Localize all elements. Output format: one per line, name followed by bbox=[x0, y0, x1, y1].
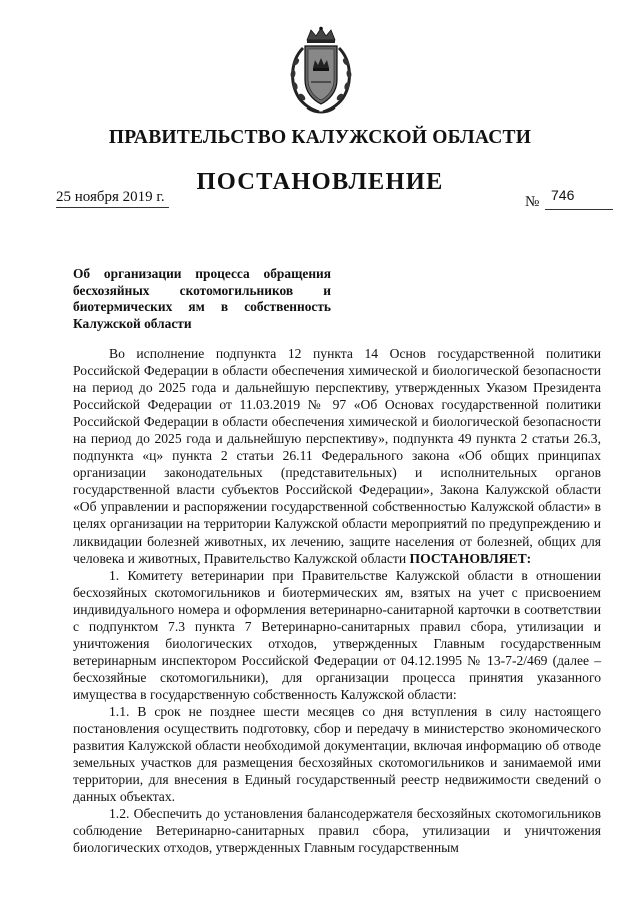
item-1-2-paragraph: 1.2. Обеспечить до установления балансодержателя бесхозяйных скотомогильников соблюдение Ветеринарно-санитарных правил сбора, утилизации и уничтожения биологических отходов, утвержденных Главным государственным bbox=[73, 806, 601, 856]
document-type-title: ПОСТАНОВЛЕНИЕ bbox=[196, 168, 444, 195]
number-label: № bbox=[525, 194, 540, 210]
preamble-paragraph bbox=[73, 345, 601, 567]
document-body bbox=[73, 345, 601, 856]
preamble-keyword: ПОСТАНОВЛЯЕТ: bbox=[409, 550, 532, 566]
document-subject: Об организации процесса обращения бесхозяйных скотомогильников и биотермических ям в собственность Калужской области bbox=[73, 266, 331, 331]
date-underline bbox=[56, 207, 169, 208]
item-1-paragraph: 1. Комитету ветеринарии при Правительстве Калужской области в отношении бесхозяйных скотомогильников и биотермических ям, взятых на учет с присвоением индивидуального номера и оформления ветеринарно-санитарной карточки в соответствии с подпунктом 7.3 пункта 7 Ветеринарно-санитарных правил сбора, утилизации и уничтожения биологических отходов, утвержденных Главным государственным ветеринарным инспектором Российской Федерации от 04.12.1995 № 13-7-2/469 (далее – бесхозяйные скотомогильники), для организации процесса принятия указанного имущества в государственную собственность Калужской области: bbox=[73, 567, 601, 702]
number-underline bbox=[545, 209, 613, 210]
organization-title: ПРАВИТЕЛЬСТВО КАЛУЖСКОЙ ОБЛАСТИ bbox=[108, 127, 532, 148]
document-date: 25 ноября 2019 г. bbox=[56, 189, 165, 205]
kaluga-coat-of-arms-icon bbox=[283, 26, 359, 116]
preamble-text: Во исполнение подпункта 12 пункта 14 Основ государственной политики Российской Федерации в области обеспечения химической и биологической безопасности на период до 2025 года и дальнейшую перспективу, утвержденных Указом Президента Российской Федерации от 11.03.2019 № 97 «Об Основах государственной политики Российской Федерации в области обеспечения химической и биологической безопасности на период до 2025 года и дальнейшую перспективу», подпункта 49 пункта 2 статьи 26.3, подпункта «ц» пункта 2 статьи 26.11 Федерального закона «Об общих принципах организации законодательных (представительных) и исполнительных органов государственной власти субъектов Российской Федерации», Закона Калужской области «Об управлении и распоряжении государственной собственностью Калужской области» в целях организации на территории Калужской области мероприятий по предупреждению и ликвидации болезней животных, их лечению, защите населения от болезней, общих для человека и животных, Правительство Калужской области bbox=[73, 346, 601, 566]
item-1-1-paragraph: 1.1. В срок не позднее шести месяцев со дня вступления в силу настоящего постановления осуществить подготовку, сбор и передачу в министерство экономического развития Калужской области необходимой документации, включая информацию об отводе земельных участков для размещения бесхозяйных скотомогильников и занимаемой ими территории, для внесения в Единый государственный реестр недвижимости сведений о данных объектах. bbox=[73, 703, 601, 805]
document-number: 746 bbox=[551, 187, 575, 203]
